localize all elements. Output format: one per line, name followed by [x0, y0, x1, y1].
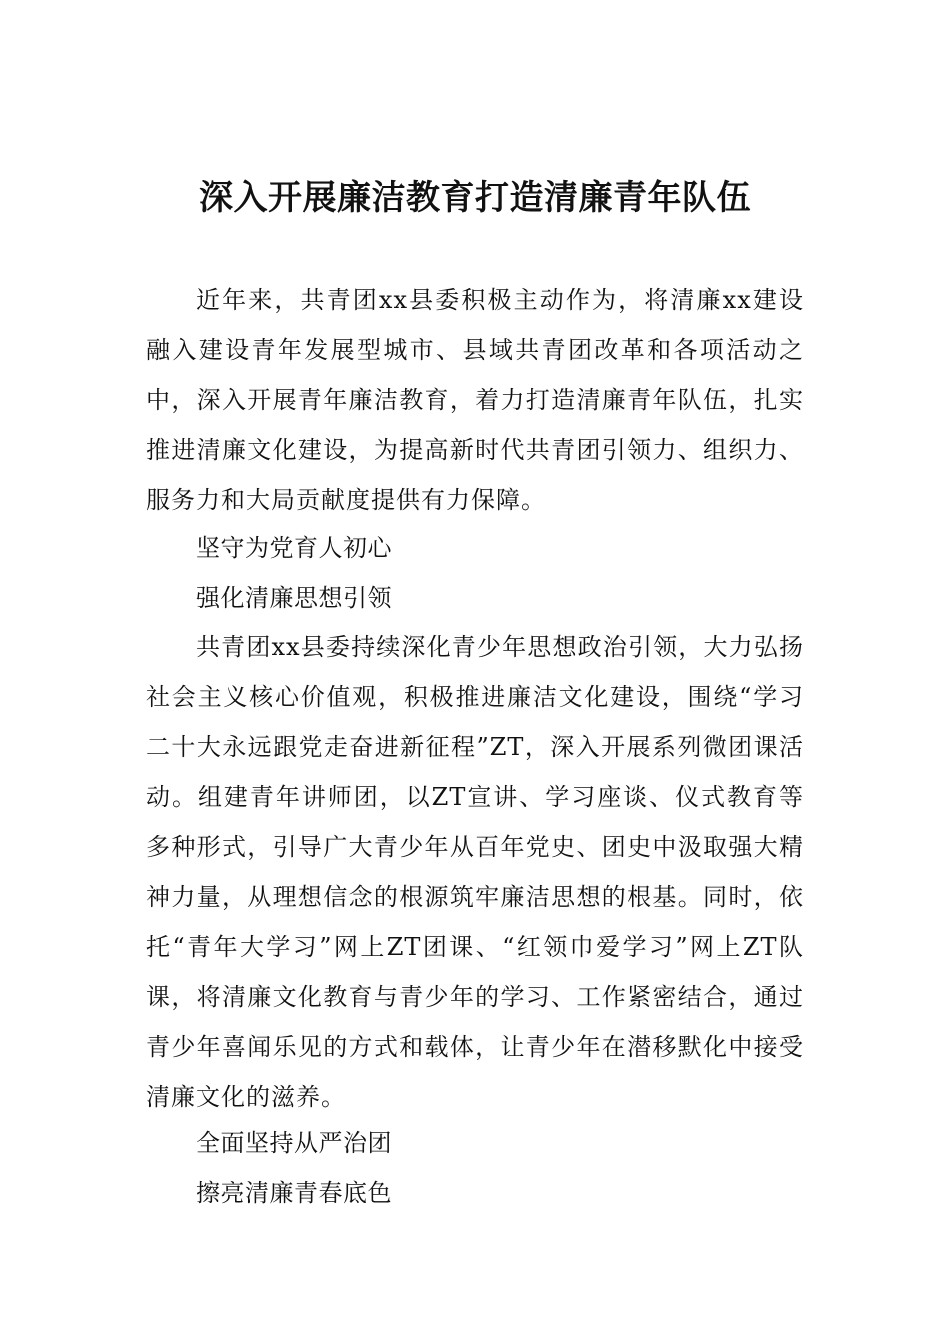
- section1-heading: 坚守为党育人初心: [196, 534, 392, 562]
- section1-subheading: 强化清廉思想引领: [196, 584, 392, 612]
- section2-subheading: 擦亮清廉青春底色: [196, 1179, 392, 1207]
- section1-paragraph: 共青团xx县委持续深化青少年思想政治引领，大力弘扬社会主义核心价值观，积极推进廉洁文化建设，围绕“学习二十大永远跟党走奋进新征程”ZT，深入开展系列微团课活动。组建青年讲师团，以ZT宣讲、学习座谈、仪式教育等多种形式，引导广大青少年从百年党史、团史中汲取强大精神力量，从理想信念的根源筑牢廉洁思想的根基。同时，依托“青年大学习”网上ZT团课、“红领巾爱学习”网上ZT队课，将清廉文化教育与青少年的学习、工作紧密结合，通过青少年喜闻乐见的方式和载体，让青少年在潜移默化中接受清廉文化的滋养。: [146, 633, 804, 1111]
- section2-heading: 全面坚持从严治团: [196, 1129, 392, 1157]
- intro-paragraph: 近年来，共青团xx县委积极主动作为，将清廉xx建设融入建设青年发展型城市、县域共青团改革和各项活动之中，深入开展青年廉洁教育，着力打造清廉青年队伍，扎实推进清廉文化建设，为提高新时代共青团引领力、组织力、服务力和大局贡献度提供有力保障。: [146, 286, 804, 514]
- document-title: 深入开展廉洁教育打造清廉青年队伍: [199, 178, 751, 218]
